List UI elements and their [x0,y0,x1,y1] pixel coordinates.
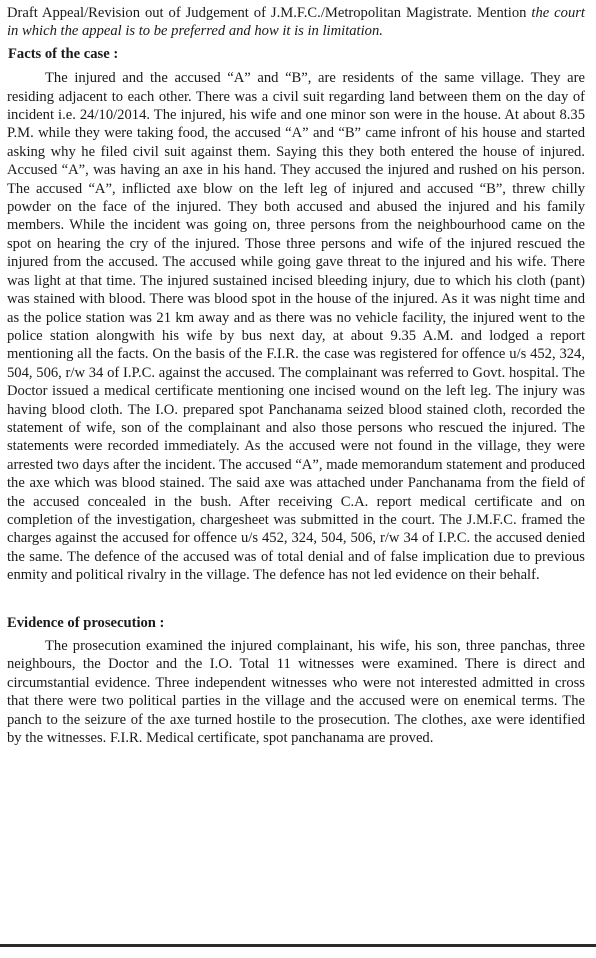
document-page [7,4,585,747]
page-bottom-rule [0,944,596,947]
facts-heading: Facts of the case : [8,45,119,62]
instruction-italic-text: the court in which the appeal is to be preferred and how it is in limitation. [7,5,585,40]
evidence-heading: Evidence of prosecution : [7,614,165,631]
evidence-paragraph: The prosecution examined the injured complainant, his wife, his son, three panchas, three neighbours, the Doctor and the I.O. Total 11 witnesses were examined. There is direct and circumstantial evidence. Three independent witnesses who were not interested admitted in cross that there were two political parties in the village and the accused were on enemical terms. The panch to the seizure of the axe turned hostile to the prosecution. The clothes, axe were identified by the witnesses. F.I.R. Medical certificate, spot panchanama are proved. [7,638,585,747]
facts-paragraph: The injured and the accused “A” and “B”, are residents of the same village. They are residing adjacent to each other. There was a civil suit regarding land between them on the day of incident i.e. 24/10/2014. The injured, his wife and one minor son were in the house. At about 8.35 P.M. while they were taking food, the accused “A” and “B” came infront of his house and started asking why he filed civil suit against them. Saying this they both entered the house of injured. Accused “A”, was having an axe in his hand. They accused the injured and rushed on his person. The accused “A”, inflicted axe blow on the left leg of injured and accused “B”, threw chilly powder on the face of the injured. They both accused and abused the injured and his family members. While the incident was going on, three persons from the neighbourhood came on the spot on hearing the cry of the injured. Those three persons and wife of the injured rescued the injured from the accused. The accused while going gave threat to the injured and his wife. There was light at that time. The injured sustained incised bleeding injury, due to which his cloth (pant) was stained with blood. There was blood spot in the house of the injured. As it was night time and as the police station was 21 km away and as there was no vehicle facility, the injured went to the police station alongwith his wife by bus next day, at about 9.35 A.M. and lodged a report mentioning all the facts. On the basis of the F.I.R. the case was registered for offence u/s 452, 324, 504, 506, r/w 34 of I.P.C. against the accused. The complainant was referred to Govt. hospital. The Doctor issued a medical certificate mentioning one incised wound on the left leg. The injury was having blood cloth. The I.O. prepared spot Panchanama seized blood stained cloth, recorded the statement of wife, son of the complainant and also those persons who rescued the injured. The statements were recorded immediately. As the accused were not found in the village, they were arrested two days after the incident. The accused “A”, made memorandum statement and produced the axe which was blood stained. The said axe was attached under Panchanama from the field of the accused concealed in the bush. After receiving C.A. report medical certificate and on completion of the investigation, chargesheet was submitted in the court. The J.M.F.C. framed the charges against the accused for offence u/s 452, 324, 504, 506, r/w 34 of I.P.C. the accused denied the same. The defence of the accused was of total denial and of false implication due to previous enmity and political rivalry in the village. The defence has not led evidence on their behalf. [7,70,585,584]
instruction-text: Draft Appeal/Revision out of Judgement of J.M.F.C./Metropolitan Magistrate. Mention [7,5,527,21]
assignment-instruction [7,4,585,41]
